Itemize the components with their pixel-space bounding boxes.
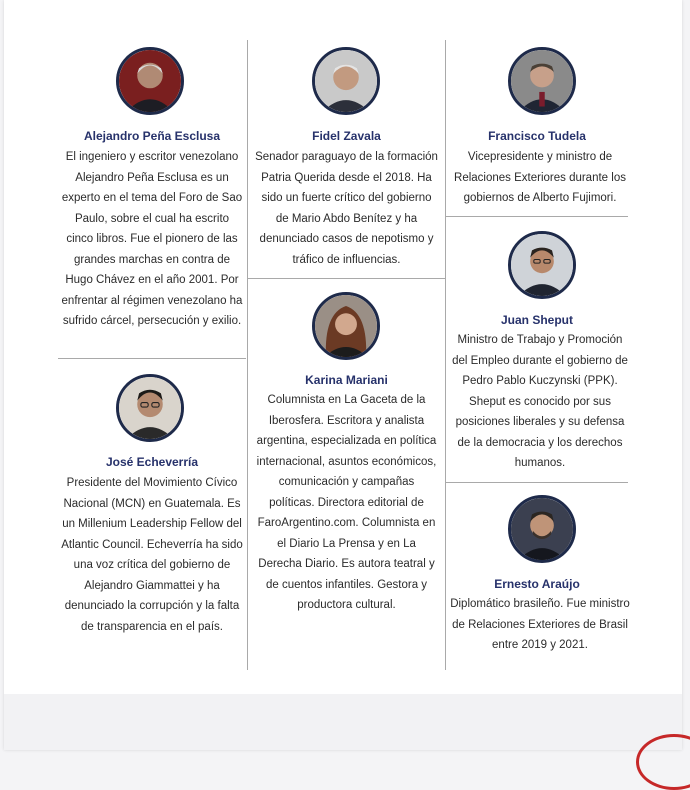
row-divider-col3-b — [446, 482, 628, 483]
bio-karina-mariani: Columnista en La Gaceta de la Iberosfera. Escritora y analista argentina, especializada en política internacional, asuntos económicos, comunicación y campañas políticas. Directora editorial de FaroArgentino.com. Columnista en el Diario La Prensa y en La Derecha Diario. Es autora teatral y de cuentos infantiles. Gestora y productora cultural. — [256, 394, 437, 611]
avatar-jose-echeverria — [116, 374, 184, 442]
row-divider-col1 — [58, 358, 246, 359]
name-jose-echeverria: José Echeverría — [105, 455, 199, 469]
bio-juan-sheput: Ministro de Trabajo y Promoción del Empleo durante el gobierno de Pedro Pablo Kuczynski (PPK). Sheput es conocido por sus posiciones liberales y su defensa de la democracia y los derechos humanos. — [452, 334, 628, 469]
bio-alejandro-pena-esclusa: El ingeniero y escritor venezolano Alejandro Peña Esclusa es un experto en el tema del Foro de Sao Paulo, sobre el cual ha escrito cinco libros. Fue el pionero de las grandes marchas en contra de Hugo Chávez en el año 2001. Por enfrentar al régimen venezolano ha sufrido cárcel, persecución y exilio. — [61, 151, 243, 327]
row-divider-col2 — [248, 278, 445, 279]
bio-fidel-zavala: Senador paraguayo de la formación Patria Querida desde el 2018. Ha sido un fuerte crítico del gobierno de Mario Abdo Benítez y ha denunciado casos de nepotismo y tráfico de influencias. — [255, 151, 438, 266]
name-ernesto-araujo: Ernesto Araújo — [494, 577, 580, 591]
avatar-ernesto-araujo — [508, 495, 576, 563]
avatar-fidel-zavala — [312, 47, 380, 115]
name-fidel-zavala: Fidel Zavala — [312, 129, 381, 143]
avatar-karina-mariani — [312, 292, 380, 360]
bio-francisco-tudela: Vicepresidente y ministro de Relaciones Exteriores durante los gobiernos de Alberto Fujimori. — [454, 151, 626, 204]
name-juan-sheput: Juan Sheput — [500, 313, 573, 327]
page-bottom-band — [4, 694, 682, 750]
bio-ernesto-araujo: Diplomático brasileño. Fue ministro de Relaciones Exteriores de Brasil entre 2019 y 2021. — [450, 598, 630, 651]
name-alejandro-pena-esclusa: Alejandro Peña Esclusa — [83, 129, 221, 143]
name-karina-mariani: Karina Mariani — [305, 373, 388, 387]
avatar-juan-sheput — [508, 231, 576, 299]
row-divider-col3-a — [446, 216, 628, 217]
avatar-alejandro-pena-esclusa — [116, 47, 184, 115]
name-francisco-tudela: Francisco Tudela — [488, 129, 586, 143]
bio-jose-echeverria: Presidente del Movimiento Cívico Nacional (MCN) en Guatemala. Es un Millenium Leadership Fellow del Atlantic Council. Echeverría ha sido una voz crítica del gobierno de Alejandro Giammattei y ha denunciado la corrupción y la falta de transparencia en el país. — [61, 477, 243, 633]
avatar-francisco-tudela — [508, 47, 576, 115]
